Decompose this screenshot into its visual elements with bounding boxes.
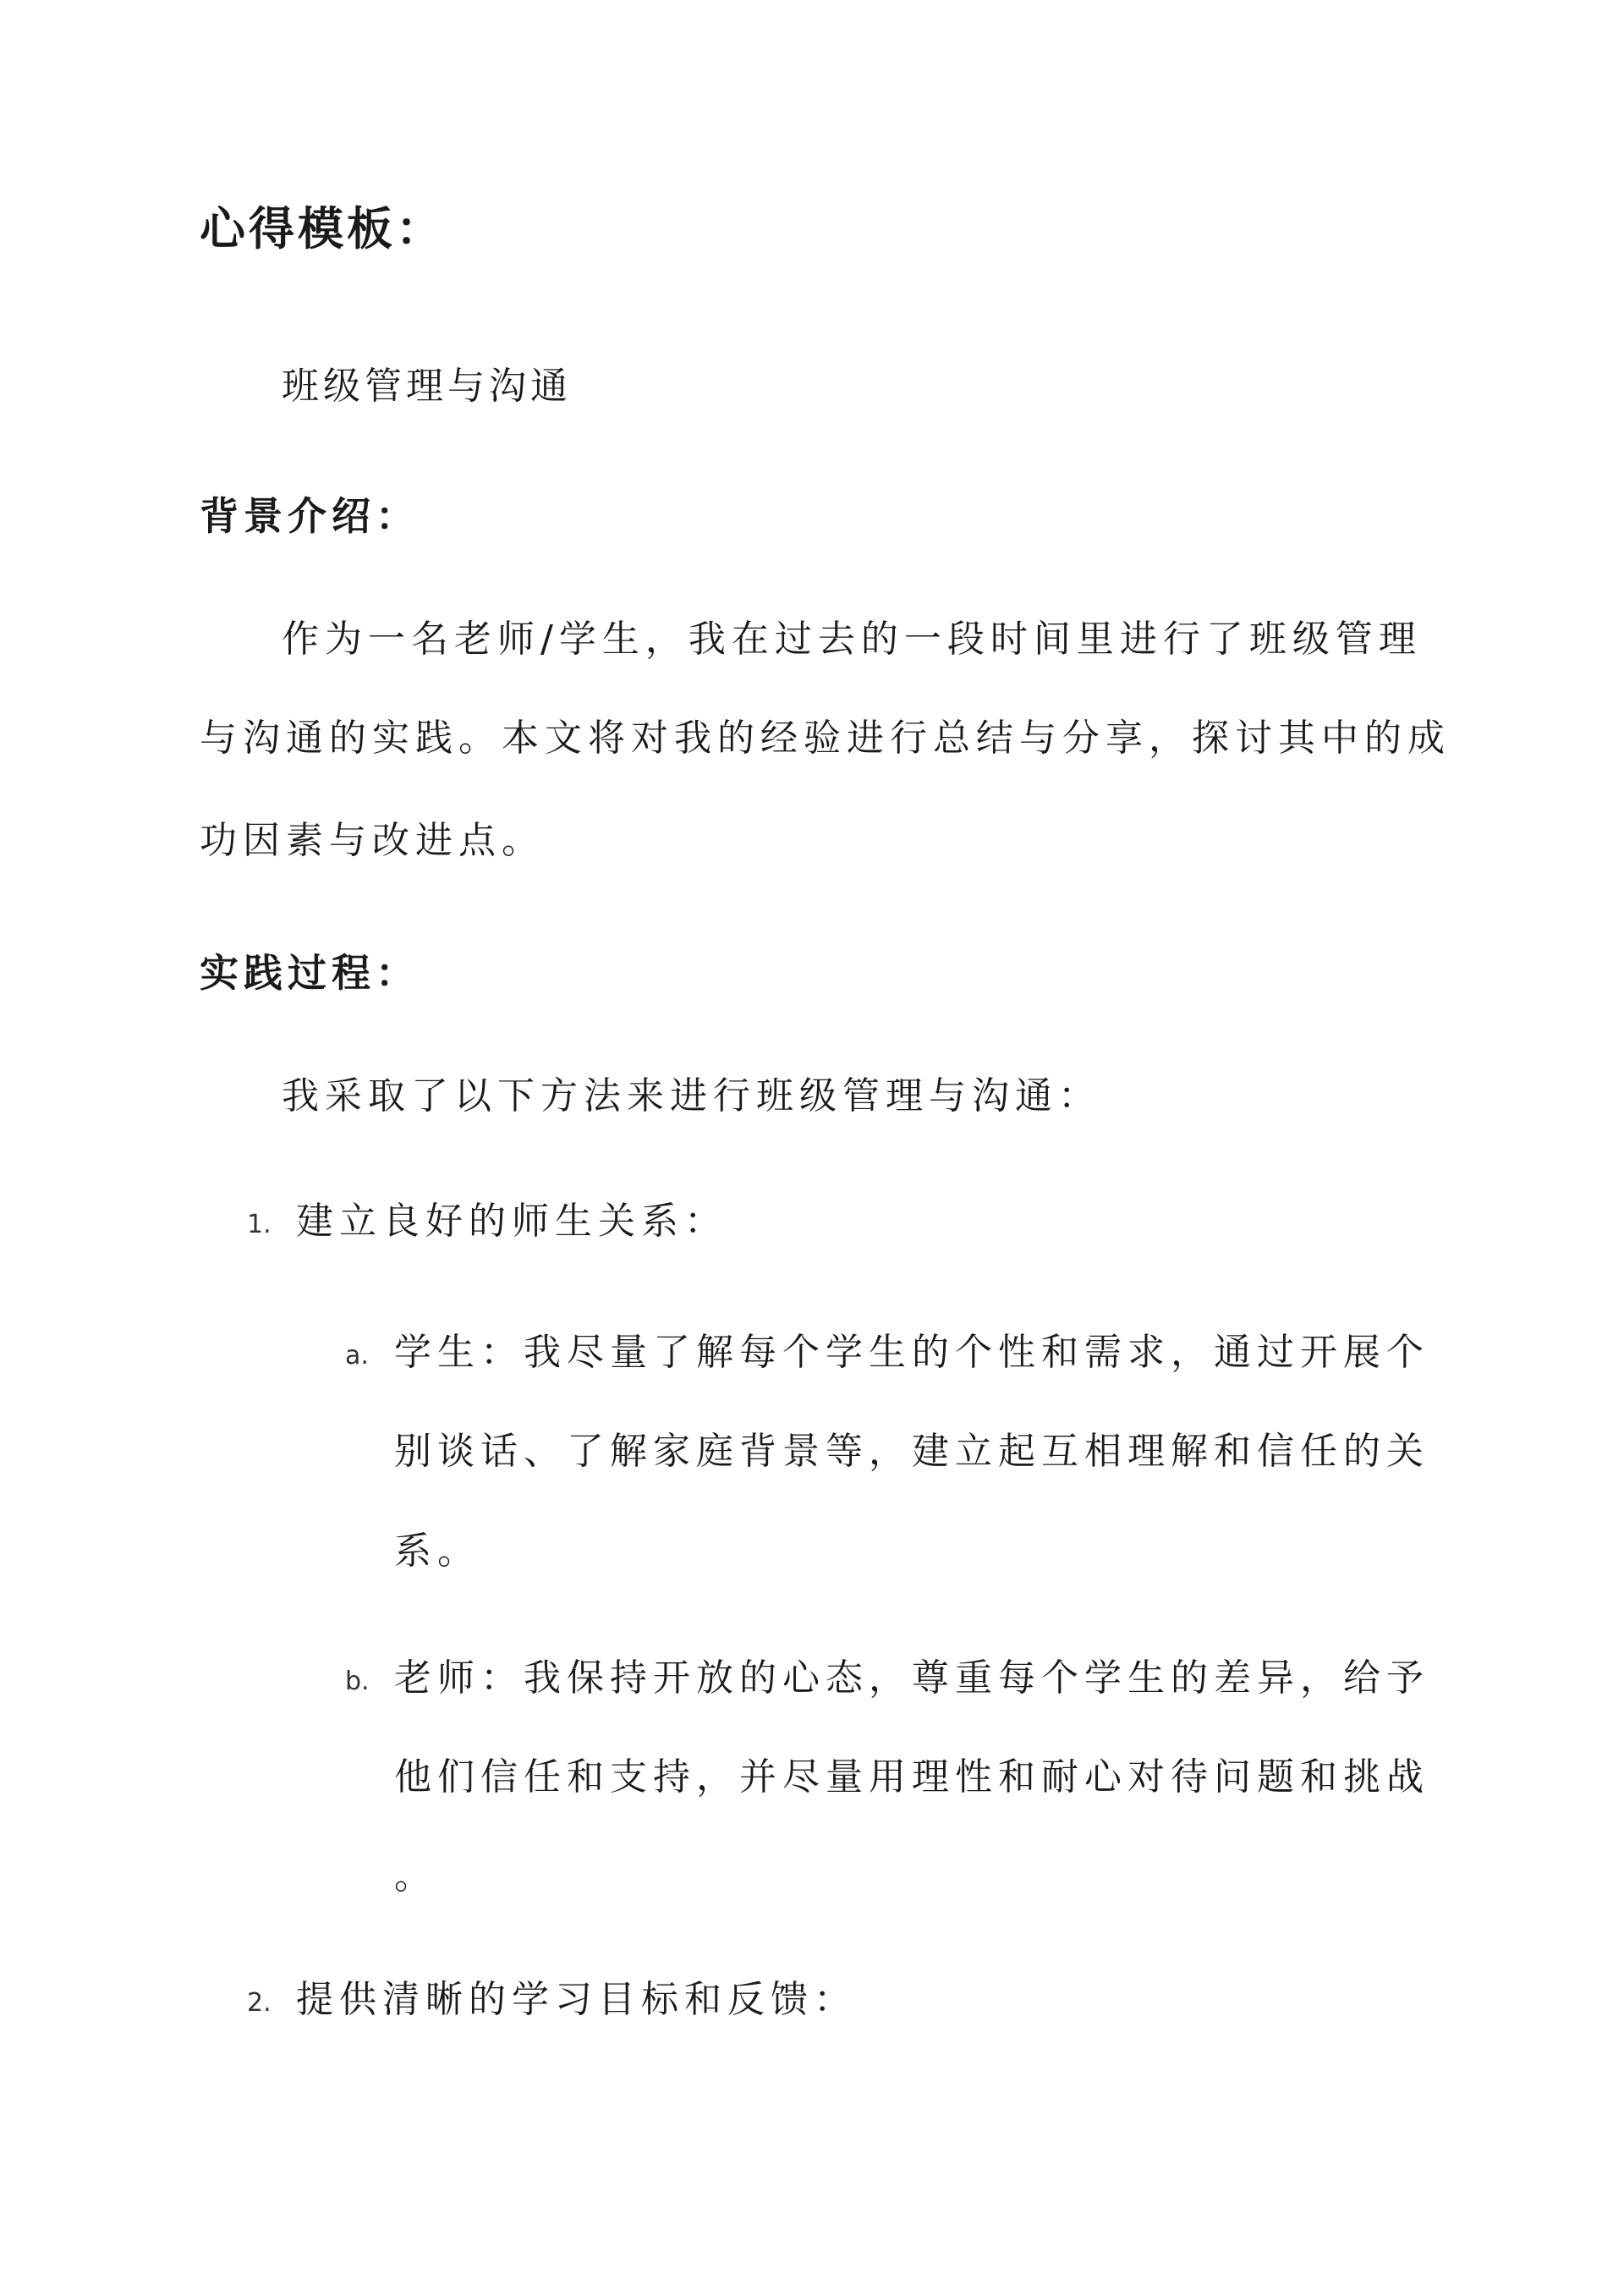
sublist-item-line: 老师：我保持开放的心态，尊重每个学生的差异，给予 xyxy=(394,1656,1429,1700)
list-item-text: 建立良好的师生关系： xyxy=(296,1200,727,1243)
practice-heading: 实践过程： xyxy=(200,950,420,996)
background-paragraph-line: 功因素与改进点。 xyxy=(200,819,545,862)
sublist-letter: a. xyxy=(345,1341,369,1370)
sublist-item-line: 别谈话、了解家庭背景等，建立起互相理解和信任的关 xyxy=(394,1430,1429,1473)
document-title: 心得模板： xyxy=(200,202,445,255)
list-item-text: 提供清晰的学习目标和反馈： xyxy=(296,1978,857,2021)
sublist-item-line: 他们信任和支持，并尽量用理性和耐心对待问题和挑战 xyxy=(394,1755,1429,1799)
background-heading: 背景介绍： xyxy=(200,493,420,539)
list-number: 1. xyxy=(247,1210,272,1239)
sublist-letter: b. xyxy=(345,1667,370,1696)
document-subtitle: 班级管理与沟通 xyxy=(282,365,572,408)
sublist-item-line: 学生：我尽量了解每个学生的个性和需求，通过开展个 xyxy=(394,1331,1429,1374)
background-paragraph-line: 与沟通的实践。本文将对我的经验进行总结与分享，探讨其中的成 xyxy=(200,717,1451,760)
sublist-item-line: 系。 xyxy=(394,1530,480,1573)
sublist-item-line: 。 xyxy=(394,1854,437,1898)
list-number: 2. xyxy=(247,1988,272,2018)
background-paragraph-line: 作为一名老师/学生，我在过去的一段时间里进行了班级管理 xyxy=(282,618,1422,661)
practice-intro: 我采取了以下方法来进行班级管理与沟通： xyxy=(282,1074,1101,1118)
